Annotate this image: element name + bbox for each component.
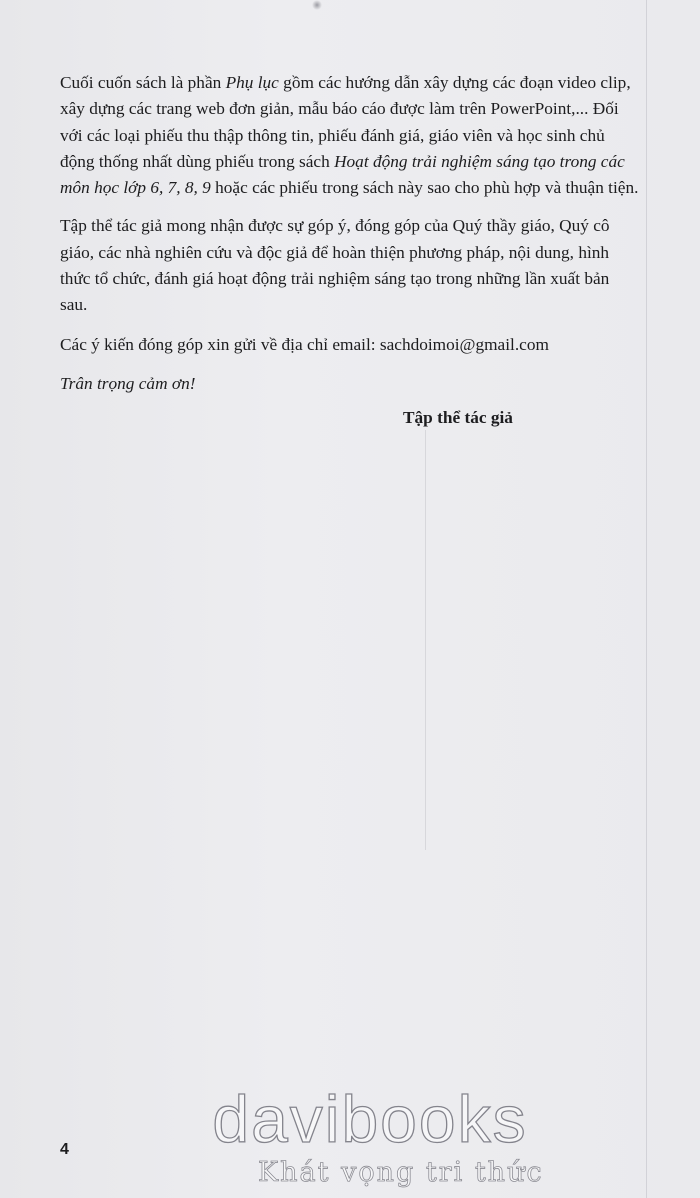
paragraph-feedback: Tập thể tác giả mong nhận được sự góp ý, đóng góp của Quý thầy giáo, Quý cô giáo, các nhà nghiên cứu và độc giả để hoàn thiện phương pháp, nội dung, hình thức tổ chức, đánh giá hoạt động trải nghiệm sáng tạo trong những lần xuất bản sau.	[60, 216, 610, 315]
closing-line: Trân trọng cảm ơn!	[60, 373, 196, 393]
appendix-term: Phụ lục	[225, 73, 279, 92]
watermark-tagline: Khát vọng tri thức	[258, 1157, 544, 1188]
paragraph-text: hoặc các phiếu trong sách này sao cho phù hợp và thuận tiện.	[210, 178, 639, 198]
book-title-reference: Hoạt động trải nghiệm sáng tạo trong các môn học lớp 6, 7, 8, 9	[60, 151, 625, 198]
page-edge-line	[646, 0, 647, 1198]
bleed-through-text	[60, 470, 640, 688]
paragraph-text: Cuối cuốn sách là phần	[60, 73, 226, 92]
author-signature: Tập thể tác giả	[403, 408, 513, 428]
page-body	[60, 70, 640, 432]
fold-line	[425, 430, 426, 850]
paragraph-appendix	[60, 70, 640, 201]
paragraph-text: gồm các hướng dẫn xây dựng các đoạn video clip, xây dựng các trang web đơn giản, mẫu báo cáo được làm trên PowerPoint,... Đối với các loại phiếu thu thập thông tin, phiếu đánh giá, giáo viên và học sinh chủ động thống nhất dùng phiếu trong sách	[60, 73, 631, 171]
watermark-logo: davibooks	[212, 1082, 528, 1156]
paragraph-email: Các ý kiến đóng góp xin gửi về địa chỉ email: sachdoimoi@gmail.com	[60, 334, 549, 354]
scan-mark	[312, 0, 322, 10]
page-number: 4	[60, 1141, 69, 1158]
